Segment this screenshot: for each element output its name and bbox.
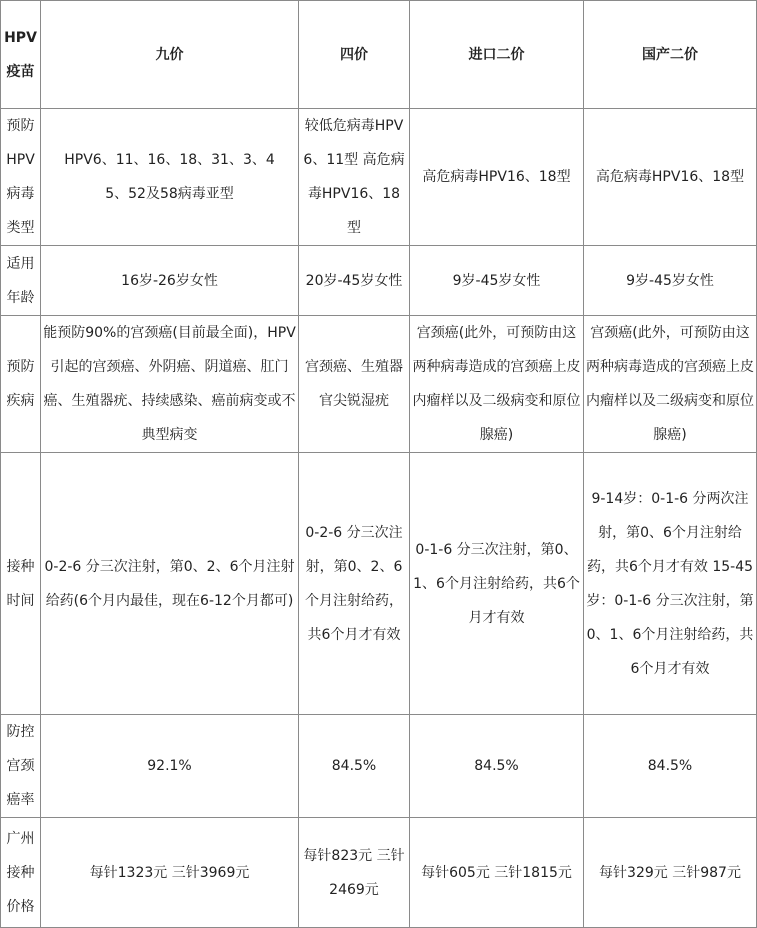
table-cell: 84.5% xyxy=(410,715,584,818)
table-cell: 84.5% xyxy=(584,715,757,818)
table-cell: 0-2-6 分三次注射，第0、2、6个月注射给药(6个月内最佳，现在6-12个月都可) xyxy=(41,453,299,715)
row-label: 预防疾病 xyxy=(1,316,41,453)
table-cell: 宫颈癌(此外，可预防由这两种病毒造成的宫颈癌上皮内瘤样以及二级病变和原位腺癌) xyxy=(410,316,584,453)
table-cell: 宫颈癌(此外，可预防由这两种病毒造成的宫颈癌上皮内瘤样以及二级病变和原位腺癌) xyxy=(584,316,757,453)
table-cell: 84.5% xyxy=(299,715,410,818)
row-label: 广州接种价格 xyxy=(1,818,41,928)
table-cell: 宫颈癌、生殖器官尖锐湿疣 xyxy=(299,316,410,453)
table-cell: 16岁-26岁女性 xyxy=(41,246,299,316)
header-nine-valent: 九价 xyxy=(41,1,299,109)
table-cell: 每针823元 三针2469元 xyxy=(299,818,410,928)
header-row xyxy=(1,1,757,109)
table-cell: 较低危病毒HPV6、11型 高危病毒HPV16、18型 xyxy=(299,109,410,246)
table-row xyxy=(1,109,757,246)
table-cell: 能预防90%的宫颈癌(目前最全面)，HPV引起的宫颈癌、外阴癌、阴道癌、肛门癌、生殖器疣、持续感染、癌前病变或不典型病变 xyxy=(41,316,299,453)
table-cell: 9岁-45岁女性 xyxy=(410,246,584,316)
row-label: 防控宫颈癌率 xyxy=(1,715,41,818)
table-cell: 20岁-45岁女性 xyxy=(299,246,410,316)
table-cell: 0-2-6 分三次注射，第0、2、6个月注射给药，共6个月才有效 xyxy=(299,453,410,715)
row-label: 接种时间 xyxy=(1,453,41,715)
header-corner xyxy=(1,1,41,109)
table-cell: 9岁-45岁女性 xyxy=(584,246,757,316)
table-cell: 高危病毒HPV16、18型 xyxy=(584,109,757,246)
table-cell: 9-14岁：0-1-6 分两次注射，第0、6个月注射给药，共6个月才有效 15-45岁：0-1-6 分三次注射，第0、1、6个月注射给药，共6个月才有效 xyxy=(584,453,757,715)
header-imported-bivalent: 进口二价 xyxy=(410,1,584,109)
table-row xyxy=(1,453,757,715)
row-label: 预防HPV病毒类型 xyxy=(1,109,41,246)
table-cell: 92.1% xyxy=(41,715,299,818)
table-cell: 0-1-6 分三次注射，第0、1、6个月注射给药，共6个月才有效 xyxy=(410,453,584,715)
table-row xyxy=(1,818,757,928)
table-cell: 高危病毒HPV16、18型 xyxy=(410,109,584,246)
header-corner-label: HPV疫苗 xyxy=(4,29,37,80)
table-cell: 每针605元 三针1815元 xyxy=(410,818,584,928)
table-row xyxy=(1,316,757,453)
table-row xyxy=(1,246,757,316)
row-label: 适用年龄 xyxy=(1,246,41,316)
table-cell: 每针1323元 三针3969元 xyxy=(41,818,299,928)
table-row xyxy=(1,715,757,818)
table-cell: 每针329元 三针987元 xyxy=(584,818,757,928)
header-domestic-bivalent: 国产二价 xyxy=(584,1,757,109)
table-cell: HPV6、11、16、18、31、3、45、52及58病毒亚型 xyxy=(41,109,299,246)
header-four-valent: 四价 xyxy=(299,1,410,109)
